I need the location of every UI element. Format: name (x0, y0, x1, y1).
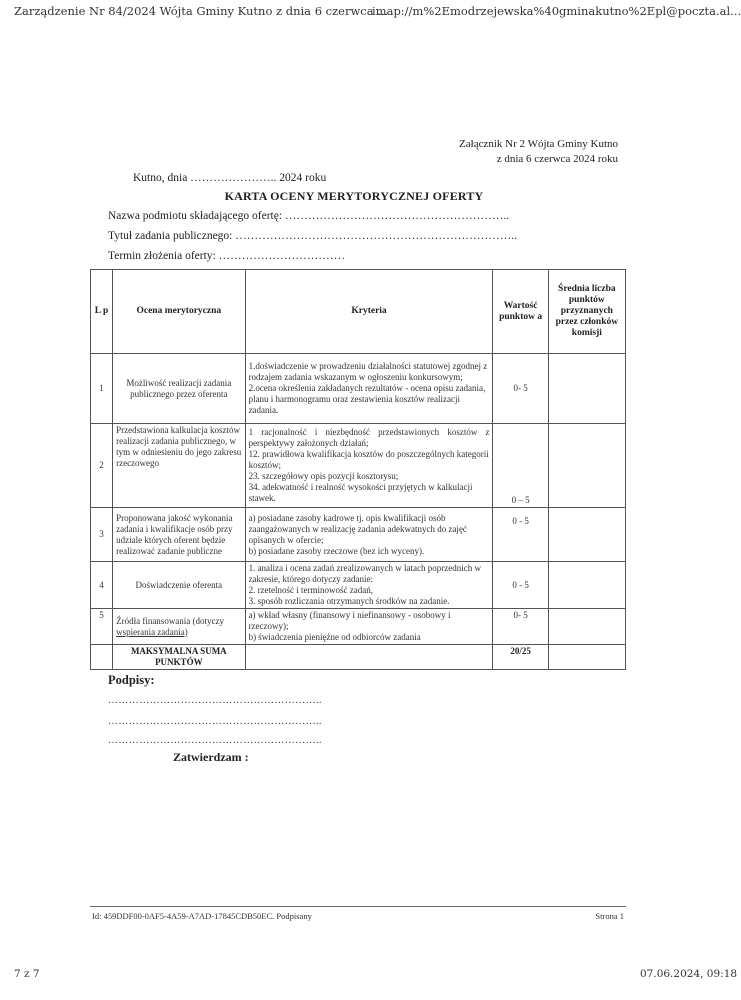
table-row (91, 354, 626, 424)
row-ocena-text: Źródła finansowania (dotyczy (116, 615, 225, 626)
total-lp (91, 645, 113, 670)
row-kryteria (245, 424, 493, 508)
row-kryteria (245, 354, 493, 424)
criterion: a) posiadane zasoby kadrowe tj. opis kwalifikacji osób zaangażowanych w realizację zadania adekwatnych do zajęć opisanych w ofercie; (248, 512, 467, 545)
row-wartosc: 0 – 5 (493, 424, 548, 508)
criterion: b) posiadane zasoby rzeczowe (bez ich wyceny). (248, 545, 425, 556)
row-wartosc: 0- 5 (493, 609, 548, 645)
total-kryteria (245, 645, 493, 670)
header-kryteria: Kryteria (245, 270, 493, 354)
signature-line: …………………………………………………….. (108, 735, 322, 746)
signatures-title: Podpisy: (108, 673, 155, 687)
row-wartosc: 0- 5 (493, 354, 548, 424)
signature-line: …………………………………………………….. (108, 695, 322, 706)
field-entity-name: Nazwa podmiotu składającego ofertę: ………………………………………………….. (108, 210, 510, 222)
table-row (91, 424, 626, 508)
table-total-row (91, 645, 626, 670)
criterion: b) świadczenia pieniężne od odbiorców zadania (248, 632, 421, 642)
total-label: MAKSYMALNA SUMA PUNKTÓW (113, 645, 245, 670)
page-counter: 7 z 7 (14, 968, 40, 980)
row-srednia-cell[interactable] (548, 354, 625, 424)
field-deadline: Termin złożenia oferty: …………………………… (108, 250, 346, 262)
criterion: 2. rzetelność i terminowość zadań, (248, 585, 374, 595)
row-lp: 4 (91, 562, 113, 609)
header-lp: L p (91, 270, 113, 354)
criterion: 23. szczegółowy opis pozycji kosztorysu; (248, 471, 399, 481)
table-row (91, 609, 626, 645)
row-srednia-cell[interactable] (548, 562, 625, 609)
row-kryteria (245, 562, 493, 609)
header-srednia: Średnia liczba punktów przyznanych przez członków komisji (548, 270, 625, 354)
row-srednia-cell[interactable] (548, 508, 625, 562)
row-lp: 2 (91, 424, 113, 508)
criterion: 1. analiza i ocena zadań zrealizowanych w latach poprzednich w zakresie, którego dotyczy zadanie: (248, 563, 481, 584)
header-ocena: Ocena merytoryczna (113, 270, 245, 354)
row-wartosc: 0 - 5 (493, 508, 548, 562)
criterion: 1.doświadczenie w prowadzeniu działalności statutowej zgodnej z rodzajem zadania wskazanym w ogłoszeniu konkursowym; (248, 361, 488, 382)
total-value: 20/25 (493, 645, 548, 670)
header-wartosc: Wartość punktow a (493, 270, 548, 354)
row-ocena: Proponowana jakość wykonania zadania i kwalifikacje osób przy udziale których oferent będzie realizować zadanie publiczne (113, 508, 245, 562)
document-title: KARTA OCENY MERYTORYCZNEJ OFERTY (224, 189, 484, 203)
table-row (91, 508, 626, 562)
criterion: a) wkład własny (finansowy i niefinansowy - osobowy i rzeczowy); (248, 610, 451, 631)
criterion: 3. sposób rozliczania otrzymanych środków na zadanie. (248, 596, 450, 606)
annex-line-1: Załącznik Nr 2 Wójta Gminy Kutno (459, 138, 618, 150)
annex-line-2: z dnia 6 czerwca 2024 roku (496, 153, 618, 165)
row-lp: 5 (91, 609, 113, 645)
browser-header-url: imap://m%2Emodrzejewska%40gminakutno%2Epl@poczta.al... (372, 4, 741, 18)
approve-label: Zatwierdzam : (173, 750, 249, 764)
footer-divider (90, 906, 626, 907)
signature-line: …………………………………………………….. (108, 716, 322, 727)
evaluation-table (90, 269, 626, 670)
row-lp: 3 (91, 508, 113, 562)
row-kryteria (245, 609, 493, 645)
document-id: Id: 459DDF00-0AF5-4A59-A7AD-17845CDB50EC. Podpisany (92, 911, 312, 921)
row-ocena (113, 609, 245, 645)
row-wartosc: 0 - 5 (493, 562, 548, 609)
criterion: 12. prawidłowa kwalifikacja kosztów do poszczególnych kategorii kosztów; (248, 449, 489, 470)
row-srednia-cell[interactable] (548, 609, 625, 645)
criterion: 34. adekwatność i realność wysokości przyjętych w kalkulacji stawek. (248, 482, 473, 503)
table-row (91, 562, 626, 609)
row-ocena: Przedstawiona kalkulacja kosztów realizacji zadania publicznego, w tym w odniesieniu do jego zakresu rzeczowego (113, 424, 245, 508)
field-task-title: Tytuł zadania publicznego: ……………………………………………………………….. (108, 230, 517, 242)
row-ocena-underlined: wspierania zadania) (116, 626, 188, 637)
criterion: 2.ocena określenia zakładanych rezultatów - ocena opisu zadania, planu i harmonogramu oraz zestawienia kosztów realizacji zadania. (248, 383, 486, 415)
document-page: Strona 1 (595, 911, 624, 921)
criterion: 1 racjonalność i niezbędność przedstawionych kosztów z perspektywy założonych działań; (248, 427, 490, 448)
place-date: Kutno, dnia ………………….. 2024 roku (133, 172, 327, 184)
browser-header-title: Zarządzenie Nr 84/2024 Wójta Gminy Kutno z dnia 6 czerwca ... (14, 4, 389, 18)
row-ocena: Doświadczenie oferenta (113, 562, 245, 609)
table-header-row (91, 270, 626, 354)
row-srednia-cell[interactable] (548, 424, 625, 508)
row-ocena: Możliwość realizacji zadania publicznego przez oferenta (113, 354, 245, 424)
total-srednia-cell[interactable] (548, 645, 625, 670)
row-kryteria (245, 508, 493, 562)
print-timestamp: 07.06.2024, 09:18 (640, 968, 738, 980)
row-lp: 1 (91, 354, 113, 424)
